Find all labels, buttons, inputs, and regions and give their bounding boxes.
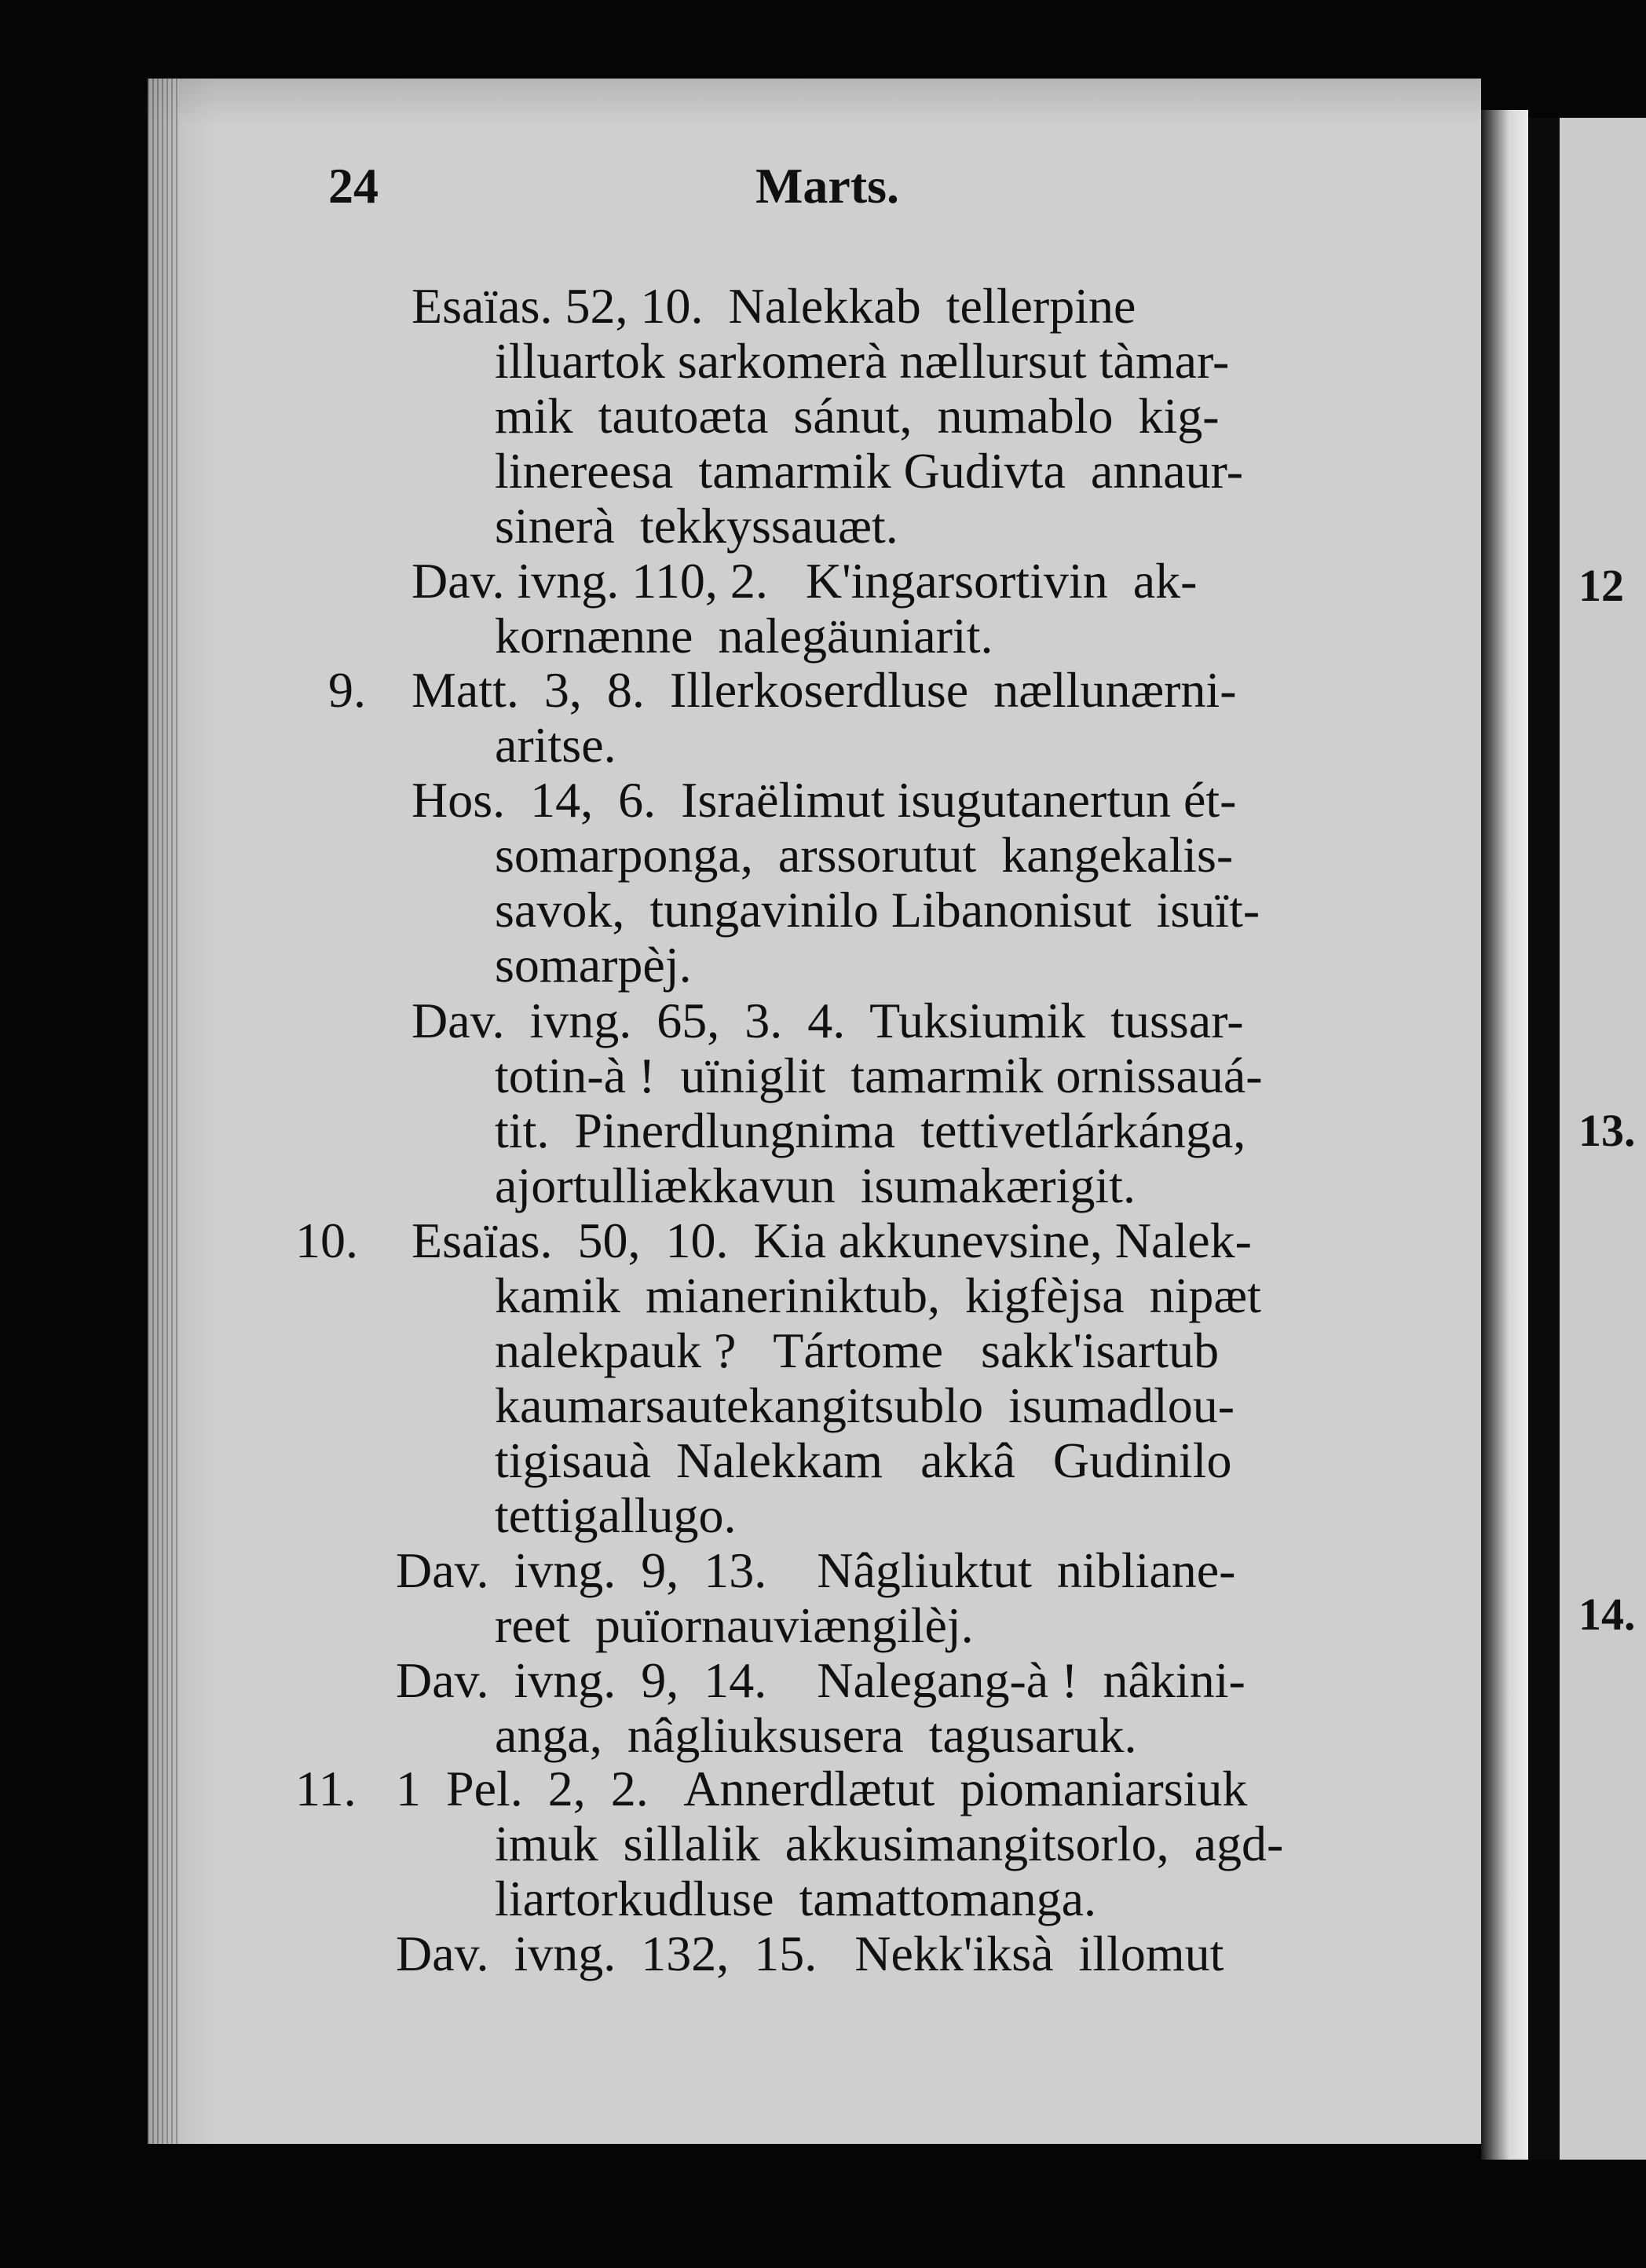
text-line: somarponga, arssorutut kangekalis- bbox=[495, 827, 1234, 883]
facing-page-number: 12 bbox=[1578, 560, 1624, 611]
text-line: Dav. ivng. 65, 3. 4. Tuksiumik tussar- bbox=[412, 993, 1244, 1048]
text-line: Dav. ivng. 9, 13. Nâgliuktut nibliane- bbox=[396, 1542, 1236, 1598]
facing-page-number: 14. bbox=[1578, 1589, 1636, 1640]
text-line: illuartok sarkomerà nællursut tàmar- bbox=[495, 333, 1230, 389]
text-line: Dav. ivng. 132, 15. Nekk'iksà illomut bbox=[396, 1926, 1224, 1981]
text-line: sinerà tekkyssauæt. bbox=[495, 498, 898, 554]
entry-number: 10. bbox=[295, 1213, 358, 1268]
text-line: liartorkudluse tamattomanga. bbox=[495, 1871, 1096, 1926]
book-gutter-shadow bbox=[1481, 110, 1528, 2160]
text-line: Dav. ivng. 9, 14. Nalegang-à ! nâkini- bbox=[396, 1652, 1245, 1708]
text-line: nalekpauk ? Tártome sakk'isartub bbox=[495, 1322, 1220, 1378]
entry-number: 9. bbox=[328, 662, 366, 718]
text-line: kornænne nalegäuniarit. bbox=[495, 608, 993, 664]
text-line: totin-à ! uïniglit tamarmik ornissauá- bbox=[495, 1048, 1263, 1103]
text-line: mik tautoæta sánut, numablo kig- bbox=[495, 388, 1220, 444]
text-line: kaumarsautekangitsublo isumadlou- bbox=[495, 1377, 1235, 1433]
text-line: aritse. bbox=[495, 717, 616, 773]
page-number: 24 bbox=[328, 158, 379, 214]
text-line: ajortulliækkavun isumakærigit. bbox=[495, 1158, 1136, 1213]
text-line: tit. Pinerdlungnima tettivetlárkánga, bbox=[495, 1103, 1246, 1158]
book-binding bbox=[1528, 118, 1560, 2160]
text-line: tigisauà Nalekkam akkâ Gudinilo bbox=[495, 1432, 1232, 1488]
text-line: linereesa tamarmik Gudivta annaur- bbox=[495, 443, 1243, 499]
text-line: Esaïas. 50, 10. Kia akkunevsine, Nalek- bbox=[412, 1213, 1252, 1268]
running-title: Marts. bbox=[755, 158, 900, 214]
text-line: savok, tungavinilo Libanonisut isuït- bbox=[495, 882, 1260, 938]
text-line: kamik mianeriniktub, kigfèjsa nipæt bbox=[495, 1268, 1261, 1323]
text-line: Esaïas. 52, 10. Nalekkab tellerpine bbox=[412, 278, 1136, 334]
facing-page-number: 13. bbox=[1578, 1105, 1636, 1156]
text-line: somarpèj. bbox=[495, 937, 692, 993]
text-line: reet puïornauviængilèj. bbox=[495, 1597, 974, 1653]
entry-number: 11. bbox=[295, 1761, 357, 1816]
text-line: tettigallugo. bbox=[495, 1487, 737, 1543]
page-edge-stack bbox=[148, 79, 179, 2144]
text-line: Hos. 14, 6. Israëlimut isugutanertun ét- bbox=[412, 772, 1237, 828]
text-line: Dav. ivng. 110, 2. K'ingarsortivin ak- bbox=[412, 553, 1198, 609]
text-line: 1 Pel. 2, 2. Annerdlætut piomaniarsiuk bbox=[396, 1761, 1248, 1816]
text-line: imuk sillalik akkusimangitsorlo, agd- bbox=[495, 1816, 1284, 1871]
text-line: anga, nâgliuksusera tagusaruk. bbox=[495, 1707, 1137, 1763]
text-line: Matt. 3, 8. Illerkoserdluse nællunærni- bbox=[412, 662, 1237, 718]
